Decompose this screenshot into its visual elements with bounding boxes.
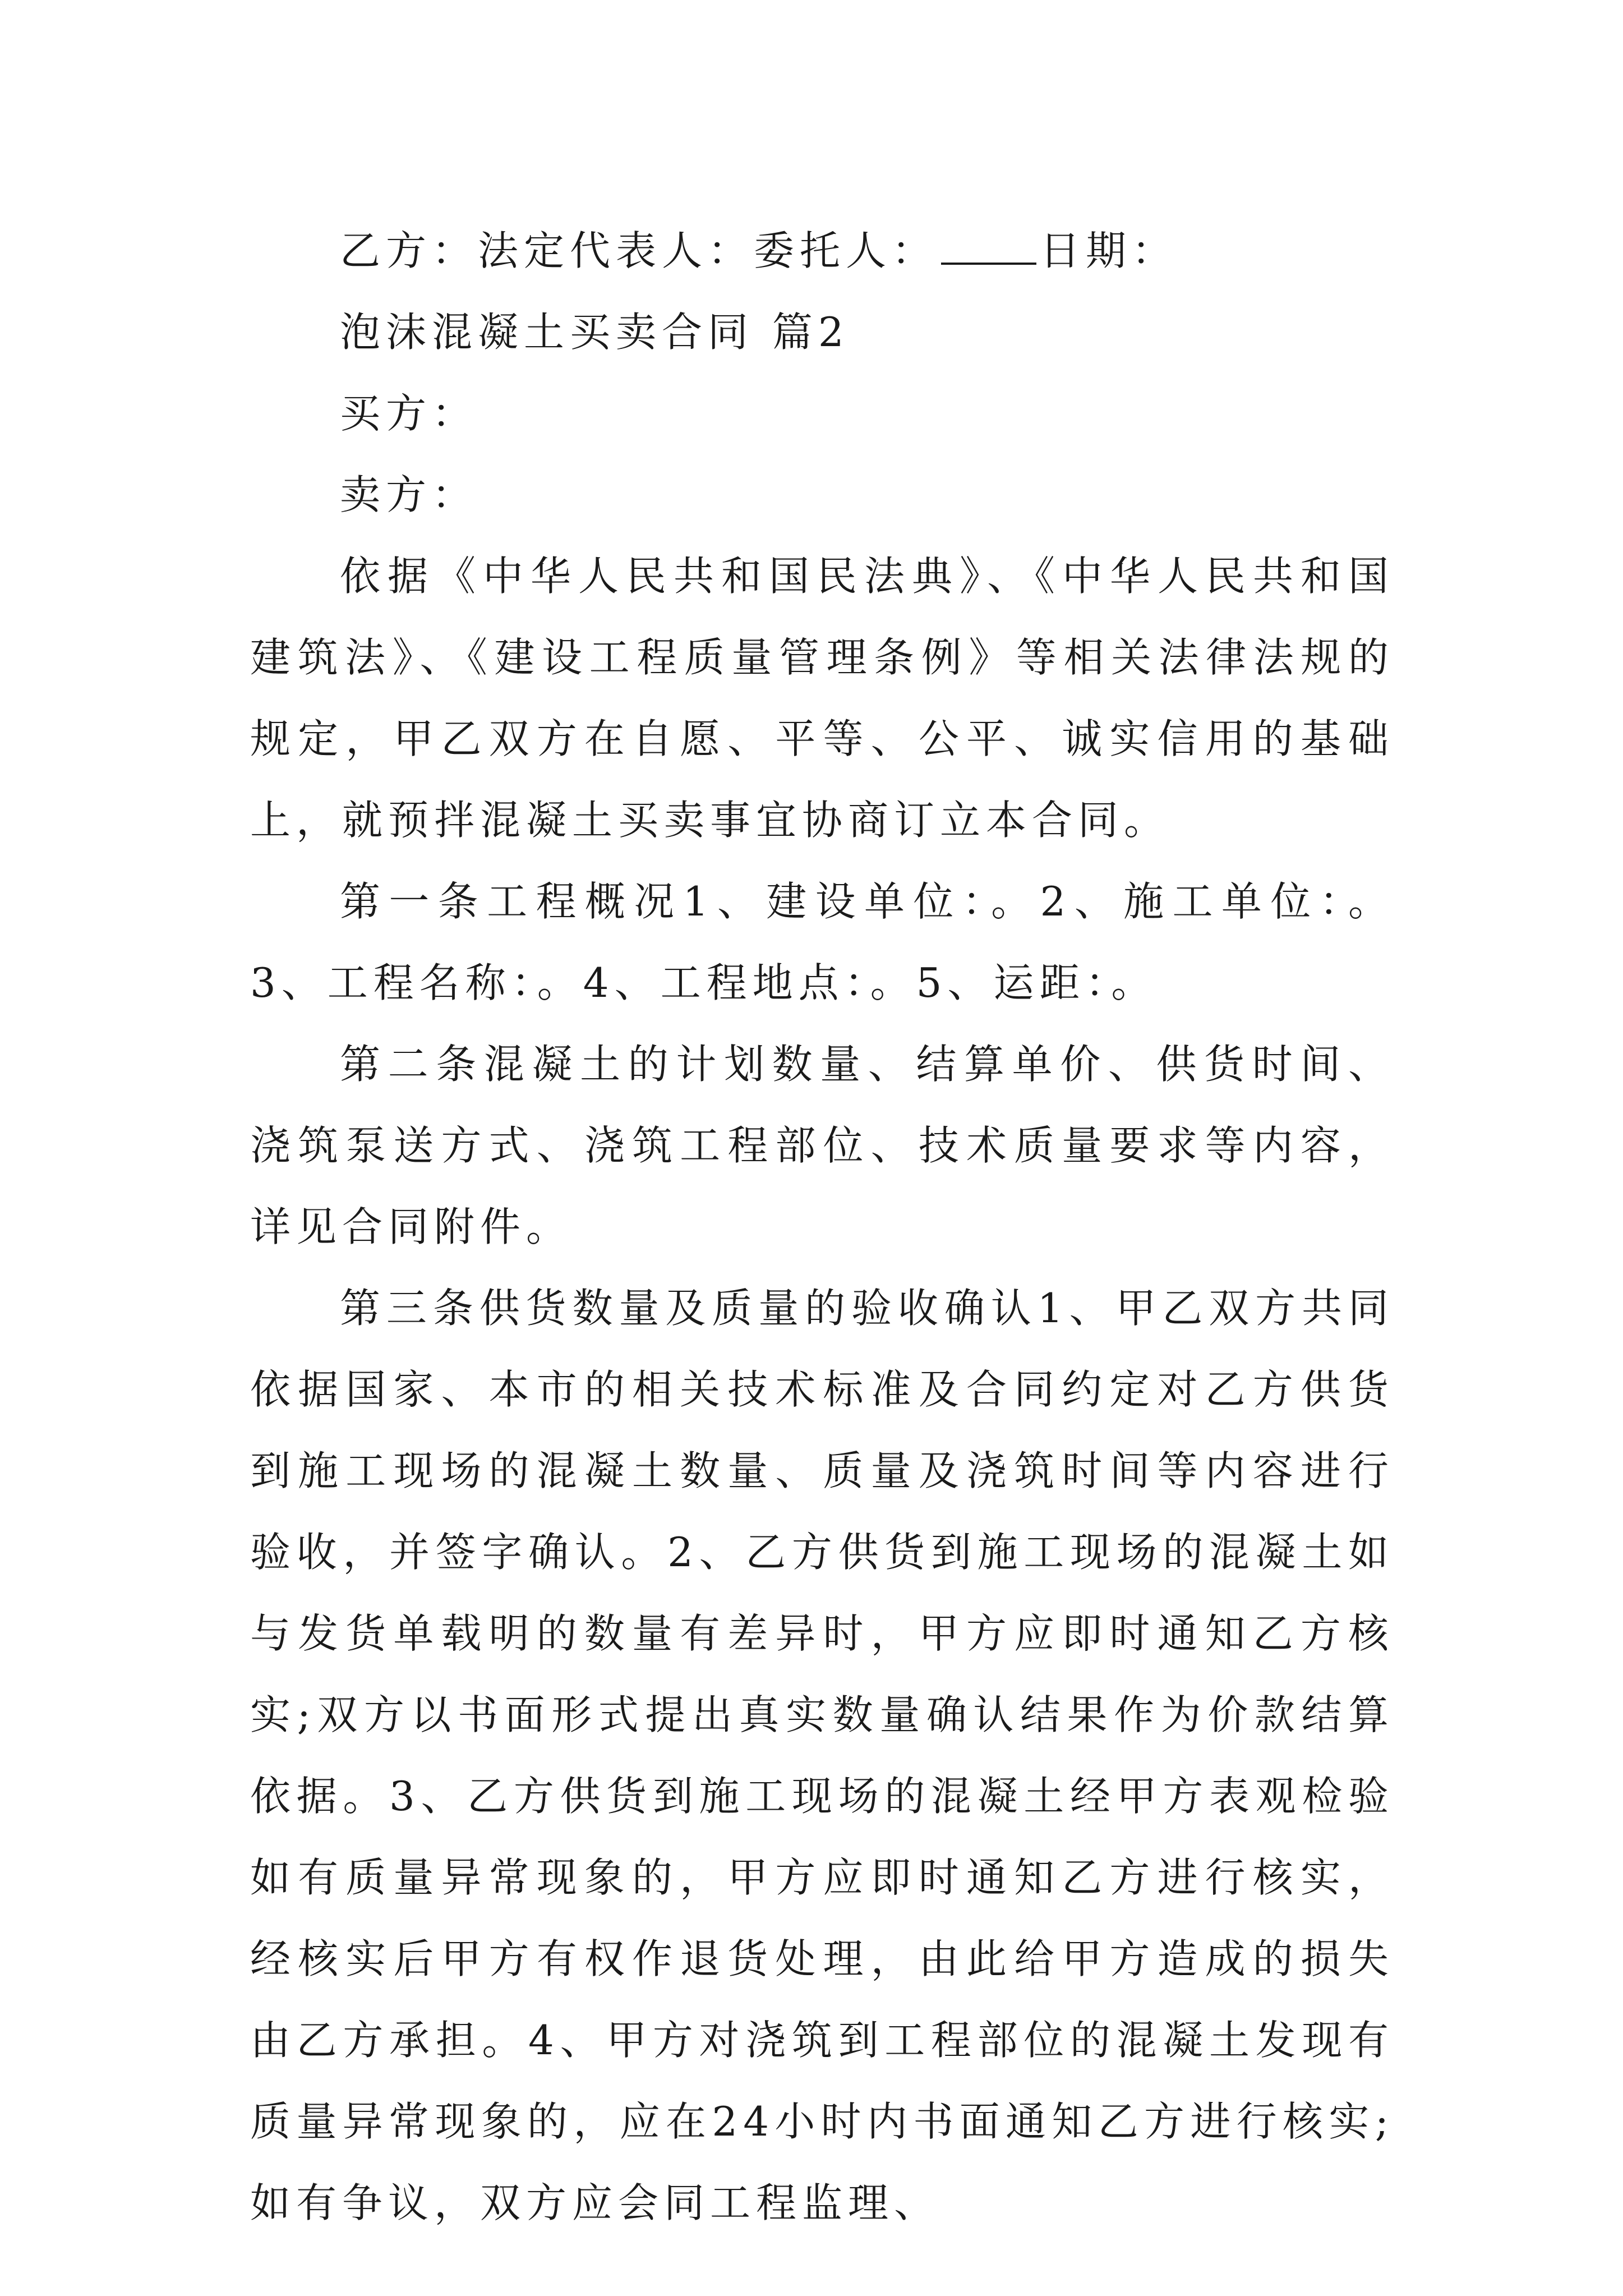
article-3-paragraph: 第三条供货数量及质量的验收确认1、甲乙双方共同依据国家、本市的相关技术标准及合同约定对乙方供货到施工现场的混凝土数量、质量及浇筑时间等内容进行验收，并签字确认。2、乙方供货到施工现场的混凝土如与发货单载明的数量有差异时，甲方应即时通知乙方核实;双方以书面形式提出真实数量确认结果作为价款结算依据。3、乙方供货到施工现场的混凝土经甲方表观检验如有质量异常现象的，甲方应即时通知乙方进行核实，经核实后甲方有权作退货处理，由此给甲方造成的损失由乙方承担。4、甲方对浇筑到工程部位的混凝土发现有质量异常现象的，应在24小时内书面通知乙方进行核实;如有争议，双方应会同工程监理、: [250, 1285, 1394, 2226]
buyer-label: 买方：: [340, 390, 478, 437]
signature-line-date: 日期：: [1040, 227, 1178, 274]
signature-line-parties: 乙方：法定代表人：委托人：: [340, 227, 938, 274]
article-1-paragraph: 第一条工程概况1、建设单位：。2、施工单位：。3、工程名称：。4、工程地点：。5、运距：。: [250, 878, 1394, 1006]
contract-heading: 泡沫混凝土买卖合同 篇2: [340, 309, 850, 356]
seller-label: 卖方：: [340, 471, 478, 518]
preamble-paragraph: 依据《中华人民共和国民法典》、《中华人民共和国建筑法》、《建设工程质量管理条例》等相关法律法规的规定，甲乙双方在自愿、平等、公平、诚实信用的基础上，就预拌混凝土买卖事宜协商订立本合同。: [250, 553, 1394, 844]
signature-blank: [941, 229, 1036, 265]
article-2-paragraph: 第二条混凝土的计划数量、结算单价、供货时间、浇筑泵送方式、浇筑工程部位、技术质量要求等内容，详见合同附件。: [250, 1041, 1394, 1250]
document-content: [250, 210, 1394, 2244]
signature-line: [250, 210, 1394, 292]
